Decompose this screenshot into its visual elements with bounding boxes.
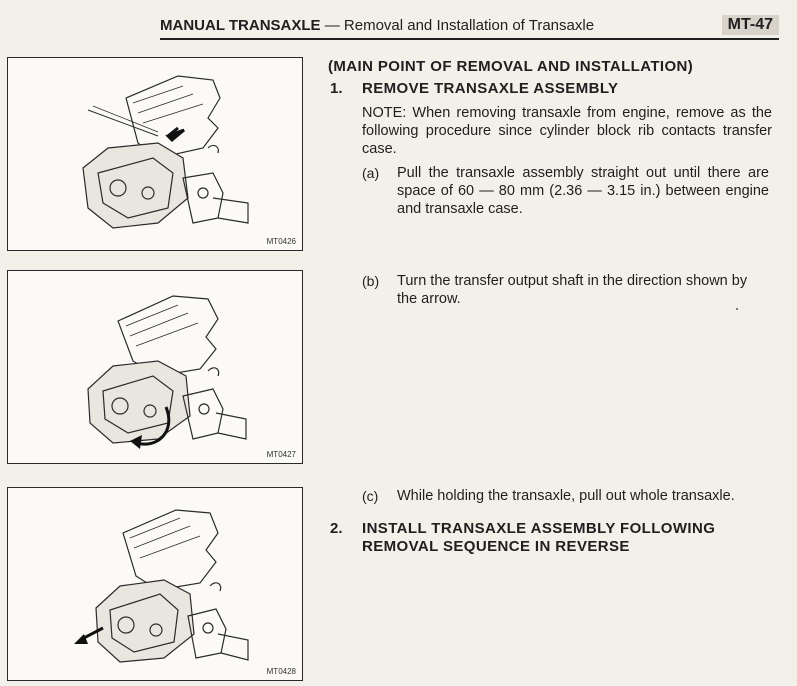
step-number: 1. <box>330 80 343 97</box>
header-title-sub: — Removal and Installation of Transaxle <box>320 17 595 34</box>
engine-transaxle-illustration-icon <box>8 271 302 463</box>
figure-code: MT0427 <box>266 450 296 459</box>
substep-text: Pull the transaxle assembly straight out until there are space of 60 — 80 mm (2.36 — 3.15 in.) between engine and transaxle case. <box>397 165 769 217</box>
header-title <box>160 17 594 34</box>
page-number: MT-47 <box>722 15 779 35</box>
substep-text: Turn the transfer output shaft in the direction shown by the arrow. <box>397 273 748 307</box>
note-text: NOTE: When removing transaxle from engine, remove as the following procedure since cylinder block rib contacts transfer case. <box>362 105 772 157</box>
step-title: REMOVE TRANSAXLE ASSEMBLY <box>362 80 619 97</box>
substep-letter: (c) <box>362 488 379 504</box>
section-heading: (MAIN POINT OF REMOVAL AND INSTALLATION) <box>328 58 694 75</box>
substep-letter: (a) <box>362 165 380 181</box>
figure-code: MT0428 <box>266 667 296 676</box>
figure-3 <box>7 487 303 681</box>
step-number: 2. <box>330 520 343 537</box>
substep-text: While holding the transaxle, pull out whole transaxle. <box>397 488 735 504</box>
figure-2 <box>7 270 303 464</box>
step-title: INSTALL TRANSAXLE ASSEMBLY FOLLOWING REMOVAL SEQUENCE IN REVERSE <box>362 520 716 555</box>
substep-letter: (b) <box>362 273 380 289</box>
engine-transaxle-illustration-icon <box>8 488 302 680</box>
header-rule <box>160 38 779 40</box>
engine-transaxle-illustration-icon <box>8 58 302 250</box>
print-speck <box>736 308 738 310</box>
figure-1 <box>7 57 303 251</box>
page-header <box>0 12 797 40</box>
header-title-main: MANUAL TRANSAXLE <box>160 17 321 34</box>
figure-code: MT0426 <box>266 237 296 246</box>
